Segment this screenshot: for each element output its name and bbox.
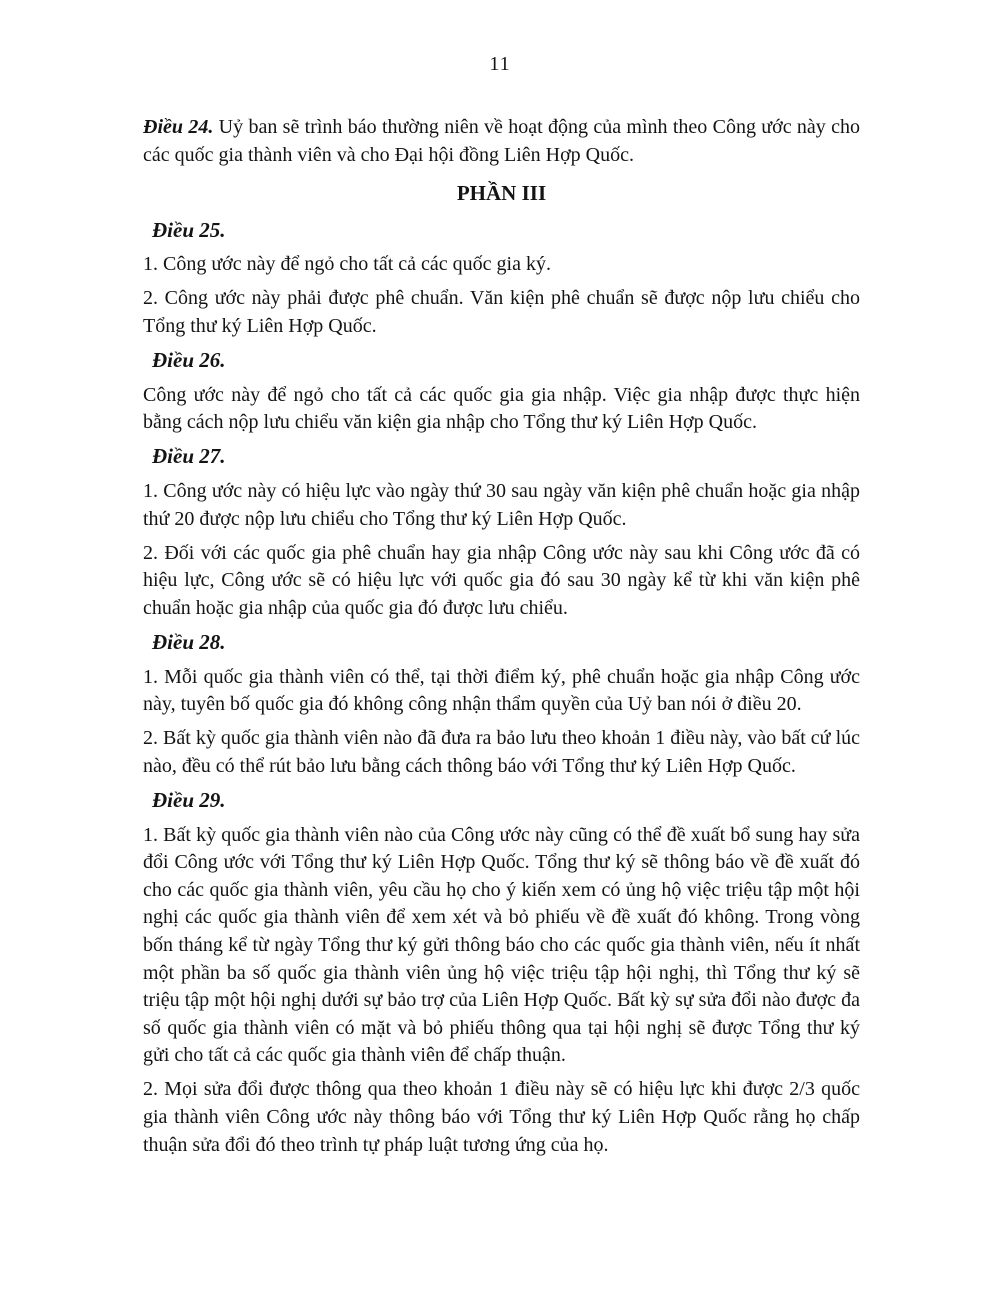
article-25-clause-2: 2. Công ước này phải được phê chuẩn. Văn kiện phê chuẩn sẽ được nộp lưu chiểu cho Tổng thư ký Liên Hợp Quốc. [143,287,860,338]
article-24-paragraph [143,114,860,169]
article-29-clause-2: 2. Mọi sửa đổi được thông qua theo khoản 1 điều này sẽ có hiệu lực khi được 2/3 quốc gia thành viên Công ước này thông báo với Tổng thư ký Liên Hợp Quốc rằng họ chấp thuận sửa đổi đó theo trình tự pháp luật tương ứng của họ. [143,1078,860,1156]
article-28-clause-1: 1. Mỗi quốc gia thành viên có thể, tại thời điểm ký, phê chuẩn hoặc gia nhập Công ước này, tuyên bố quốc gia đó không công nhận thẩm quyền của Uỷ ban nói ở điều 20. [143,665,860,716]
section-heading-phan-iii: PHẦN III [456,181,547,206]
article-27-clause-1: 1. Công ước này có hiệu lực vào ngày thứ 30 sau ngày văn kiện phê chuẩn hoặc gia nhập thứ 20 được nộp lưu chiểu cho Tổng thư ký Liên Hợp Quốc. [143,480,860,530]
article-27-clause-2: 2. Đối với các quốc gia phê chuẩn hay gia nhập Công ước này sau khi Công ước đã có hiệu lực, Công ước sẽ có hiệu lực với quốc gia đó sau 30 ngày kể từ khi văn kiện phê chuẩn hoặc gia nhập của quốc gia đó được lưu chiểu. [143,541,860,619]
article-26-heading: Điều 26. [152,348,226,373]
article-28-heading: Điều 28. [152,630,226,654]
article-24-heading: Điều 24. [143,116,214,138]
article-27-heading: Điều 27. [152,444,226,469]
document-content [143,114,860,1159]
article-25-heading: Điều 25. [152,217,226,242]
article-26-body: Công ước này để ngỏ cho tất cả các quốc gia gia nhập. Việc gia nhập được thực hiện bằng cách nộp lưu chiểu văn kiện gia nhập cho Tổng thư ký Liên Hợp Quốc. [143,383,860,434]
article-25-clause-1: 1. Công ước này để ngỏ cho tất cả các quốc gia ký. [143,253,551,276]
page-number: 11 [489,53,511,75]
article-28-clause-2: 2. Bất kỳ quốc gia thành viên nào đã đưa ra bảo lưu theo khoản 1 điều này, vào bất cứ lúc nào, đều có thể rút bảo lưu bằng cách thông báo với Tổng thư ký Liên Hợp Quốc. [143,727,860,777]
article-29-clause-1: 1. Bất kỳ quốc gia thành viên nào của Công ước này cũng có thể đề xuất bổ sung hay sửa đổi Công ước với Tổng thư ký Liên Hợp Quốc. Tổng thư ký sẽ thông báo về đề xuất đó cho các quốc gia thành viên, yêu cầu họ cho ý kiến xem có ủng hộ việc triệu tập một hội nghị các quốc gia thành viên để xem xét và bỏ phiếu về đề xuất đó không. Trong vòng bốn tháng kể từ ngày Tổng thư ký gửi thông báo cho các quốc gia thành viên, nếu ít nhất một phần ba số quốc gia thành viên ủng hộ việc triệu tập hội nghị, thì Tổng thư ký sẽ triệu tập một hội nghị dưới sự bảo trợ của Liên Hợp Quốc. Bất kỳ sự sửa đổi nào được đa số quốc gia thành viên có mặt và bỏ phiếu thông qua tại hội nghị sẽ được Tổng thư ký gửi cho tất cả các quốc gia thành viên để chấp thuận. [143,823,860,1067]
article-24-text: Uỷ ban sẽ trình báo thường niên về hoạt động của mình theo Công ước này cho các quốc gia thành viên và cho Đại hội đồng Liên Hợp Quốc. [143,116,861,166]
article-29-heading: Điều 29. [152,787,226,812]
